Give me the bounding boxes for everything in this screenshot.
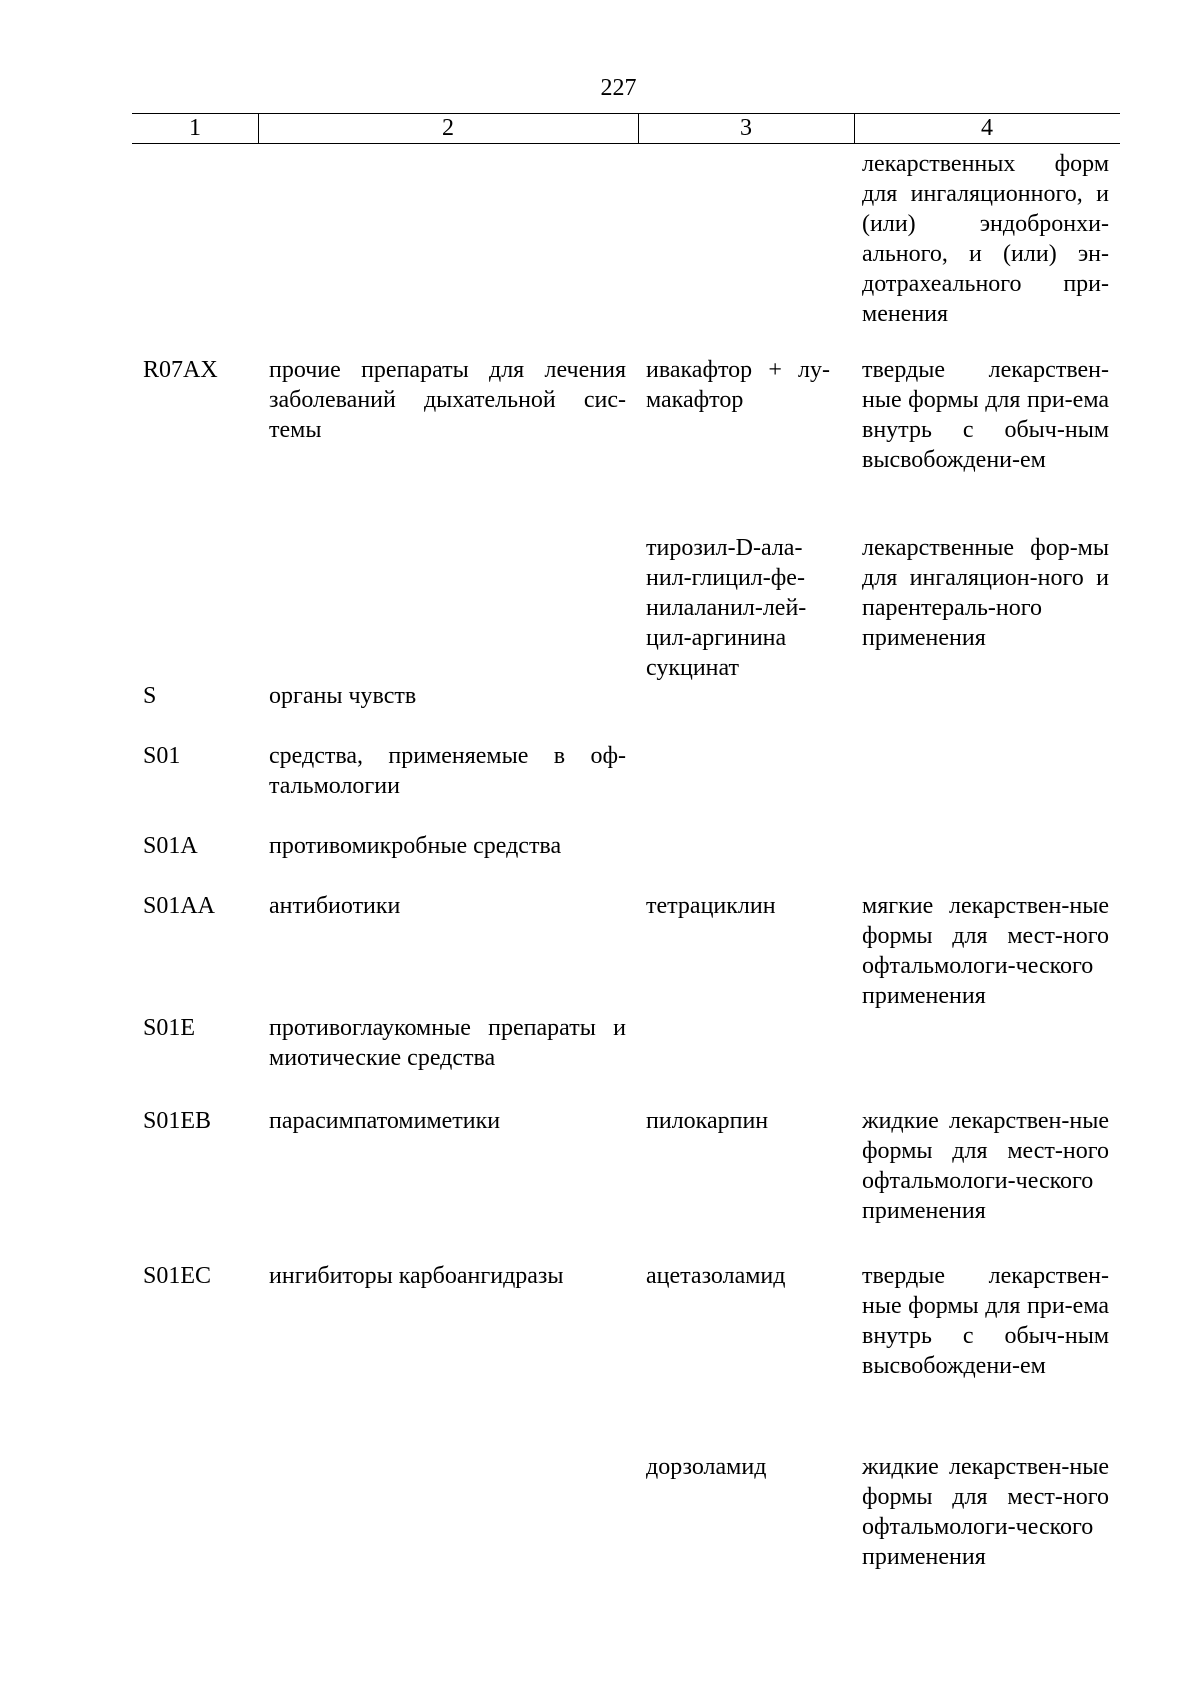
atc-code-s01: S01 bbox=[143, 743, 181, 769]
group-name-s01: средства, применяемые в оф-тальмологии bbox=[269, 743, 626, 799]
atc-code-r07ax: R07AX bbox=[143, 357, 218, 383]
dosage-form-s01ec: твердые лекарствен-ные формы для при-ема внутрь с обыч-ным высвобождени-ем bbox=[862, 1263, 1109, 1379]
atc-code-s01eb: S01EB bbox=[143, 1108, 212, 1134]
group-name-s01eb: парасимпатомиметики bbox=[269, 1108, 501, 1134]
drug-name-s01ec-2: дорзоламид bbox=[646, 1454, 767, 1480]
group-name-r07ax: прочие препараты для лечения заболеваний дыхательной сис-темы bbox=[269, 357, 626, 443]
atc-code-s01e: S01E bbox=[143, 1015, 196, 1041]
dosage-form-s01aa: мягкие лекарствен-ные формы для мест-ного офтальмологи-ческого применения bbox=[862, 893, 1109, 1009]
group-name-s01a: противомикробные средства bbox=[269, 833, 562, 859]
atc-code-s01aa: S01AA bbox=[143, 893, 216, 919]
page-number: 227 bbox=[600, 75, 637, 101]
drug-name-r07ax: ивакафтор + лу-макафтор bbox=[646, 357, 830, 413]
dosage-form-r07ax-2: лекарственные фор-мы для ингаляцион-ного и парентераль-ного применения bbox=[862, 535, 1109, 651]
drug-name-s01aa: тетрациклин bbox=[646, 893, 776, 919]
atc-code-s: S bbox=[143, 683, 157, 709]
group-name-s01e: противоглаукомные препараты и миотические средства bbox=[269, 1015, 626, 1071]
dosage-form-r07ax: твердые лекарствен-ные формы для при-ема внутрь с обыч-ным высвобождени-ем bbox=[862, 357, 1109, 473]
drug-name-s01ec: ацетазоламид bbox=[646, 1263, 786, 1289]
group-name-s01ec: ингибиторы карбоангидразы bbox=[269, 1263, 564, 1289]
dosage-form-s01ec-2: жидкие лекарствен-ные формы для мест-ного офтальмологи-ческого применения bbox=[862, 1454, 1109, 1570]
column-header-2: 2 bbox=[258, 114, 639, 143]
column-header-1: 1 bbox=[132, 114, 259, 143]
column-header-3: 3 bbox=[638, 114, 855, 143]
atc-code-s01ec: S01EC bbox=[143, 1263, 212, 1289]
dosage-form-s01eb: жидкие лекарствен-ные формы для мест-ного офтальмологи-ческого применения bbox=[862, 1108, 1109, 1224]
group-name-s01aa: антибиотики bbox=[269, 893, 401, 919]
table-header bbox=[132, 113, 1120, 144]
drug-name-s01eb: пилокарпин bbox=[646, 1108, 769, 1134]
column-header-4: 4 bbox=[981, 115, 993, 141]
atc-code-s01a: S01A bbox=[143, 833, 198, 859]
group-name-s: органы чувств bbox=[269, 683, 417, 709]
drug-name-r07ax-2: тирозил-D-ала-нил-глицил-фе-нилаланил-лей-цил-аргинина сукцинат bbox=[646, 535, 807, 681]
table-row-continuation-form: лекарственных форм для ингаляционного, и (или) эндобронхи-ального, и (или) эн-дотрахеального при-менения bbox=[862, 151, 1109, 327]
